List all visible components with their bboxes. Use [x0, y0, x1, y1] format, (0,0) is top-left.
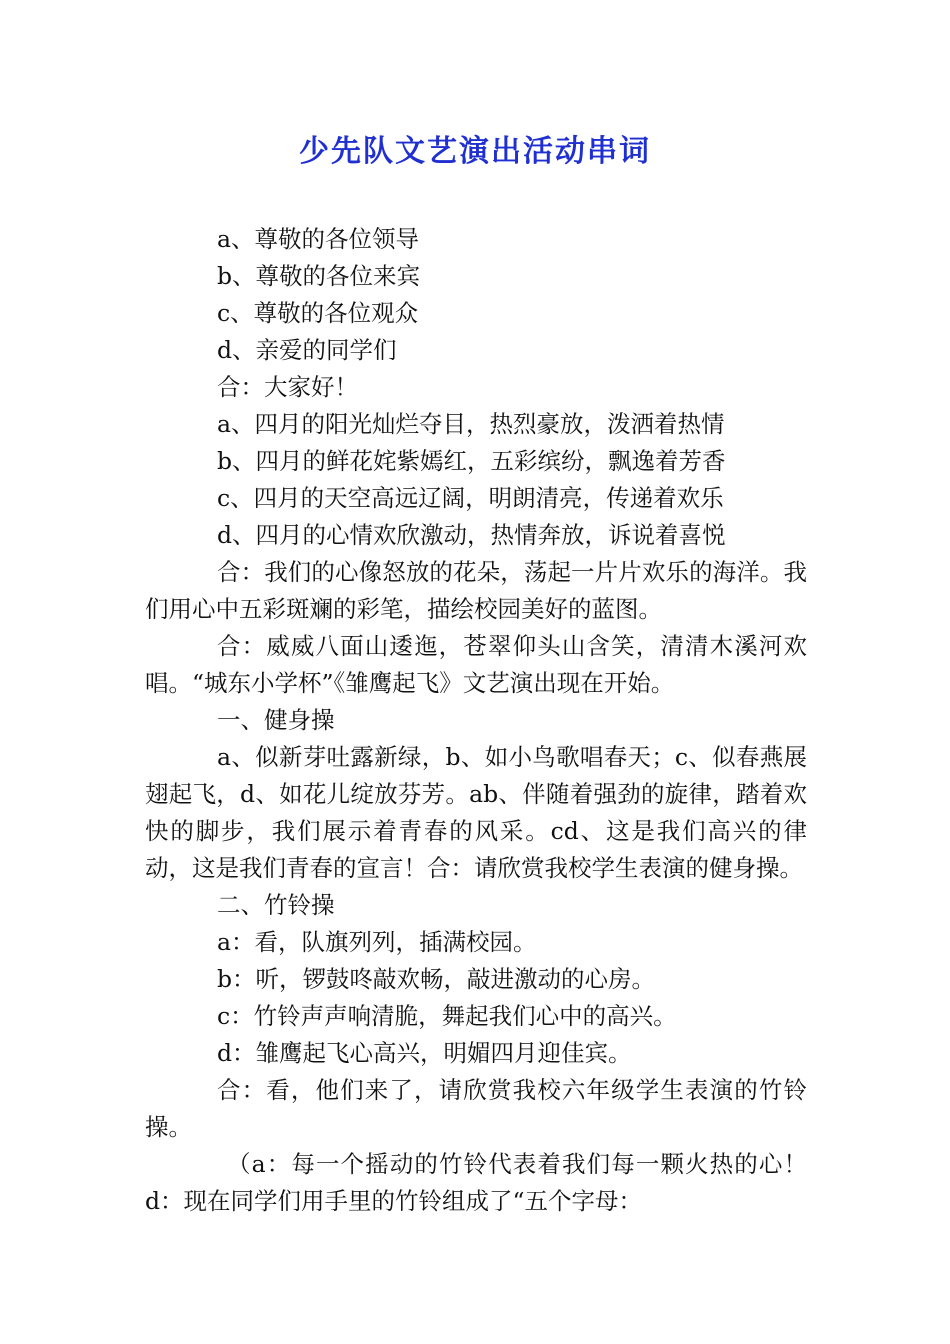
paragraph: a、尊敬的各位领导 [217, 225, 420, 253]
paragraph: b：听，锣鼓咚敲欢畅，敲进激动的心房。 [217, 965, 656, 993]
paragraph: 合：威威八面山逶迤，苍翠仰头山含笑，清清木溪河欢唱。“城东小学杯”《雏鹰起飞》文艺演出现在开始。 [145, 632, 807, 697]
paragraph: a、四月的阳光灿烂夺目，热烈豪放，泼洒着热情 [217, 410, 725, 438]
document-body [145, 221, 807, 1220]
paragraph: d、亲爱的同学们 [217, 336, 397, 364]
paragraph: a：看，队旗列列，插满校园。 [217, 928, 537, 956]
document-title: 少先队文艺演出活动串词 [299, 134, 651, 169]
paragraph: b、尊敬的各位来宾 [217, 262, 421, 290]
paragraph: c、尊敬的各位观众 [217, 299, 419, 327]
paragraph: c：竹铃声声响清脆，舞起我们心中的高兴。 [217, 1002, 677, 1030]
paragraph: （a：每一个摇动的竹铃代表着我们每一颗火热的心！d：现在同学们用手里的竹铃组成了“五个字母： [145, 1150, 807, 1215]
paragraph: d、四月的心情欢欣激动，热情奔放，诉说着喜悦 [217, 521, 726, 549]
paragraph: b、四月的鲜花姹紫嫣红，五彩缤纷，飘逸着芳香 [217, 447, 726, 475]
paragraph: 合：我们的心像怒放的花朵，荡起一片片欢乐的海洋。我们用心中五彩斑斓的彩笔，描绘校园美好的蓝图。 [145, 558, 807, 623]
section-heading: 二、竹铃操 [217, 891, 335, 919]
paragraph: 合：看，他们来了，请欣赏我校六年级学生表演的竹铃操。 [145, 1076, 807, 1141]
paragraph: a、似新芽吐露新绿，b、如小鸟歌唱春天；c、似春燕展翅起飞，d、如花儿绽放芬芳。ab、伴随着强劲的旋律，踏着欢快的脚步，我们展示着青春的风采。cd、这是我们高兴的律动，这是我们青春的宣言！合：请欣赏我校学生表演的健身操。 [145, 743, 807, 882]
paragraph: d：雏鹰起飞心高兴，明媚四月迎佳宾。 [217, 1039, 632, 1067]
paragraph: 合：大家好！ [217, 373, 358, 401]
paragraph: c、四月的天空高远辽阔，明朗清亮，传递着欢乐 [217, 484, 724, 512]
section-heading: 一、健身操 [217, 706, 335, 734]
